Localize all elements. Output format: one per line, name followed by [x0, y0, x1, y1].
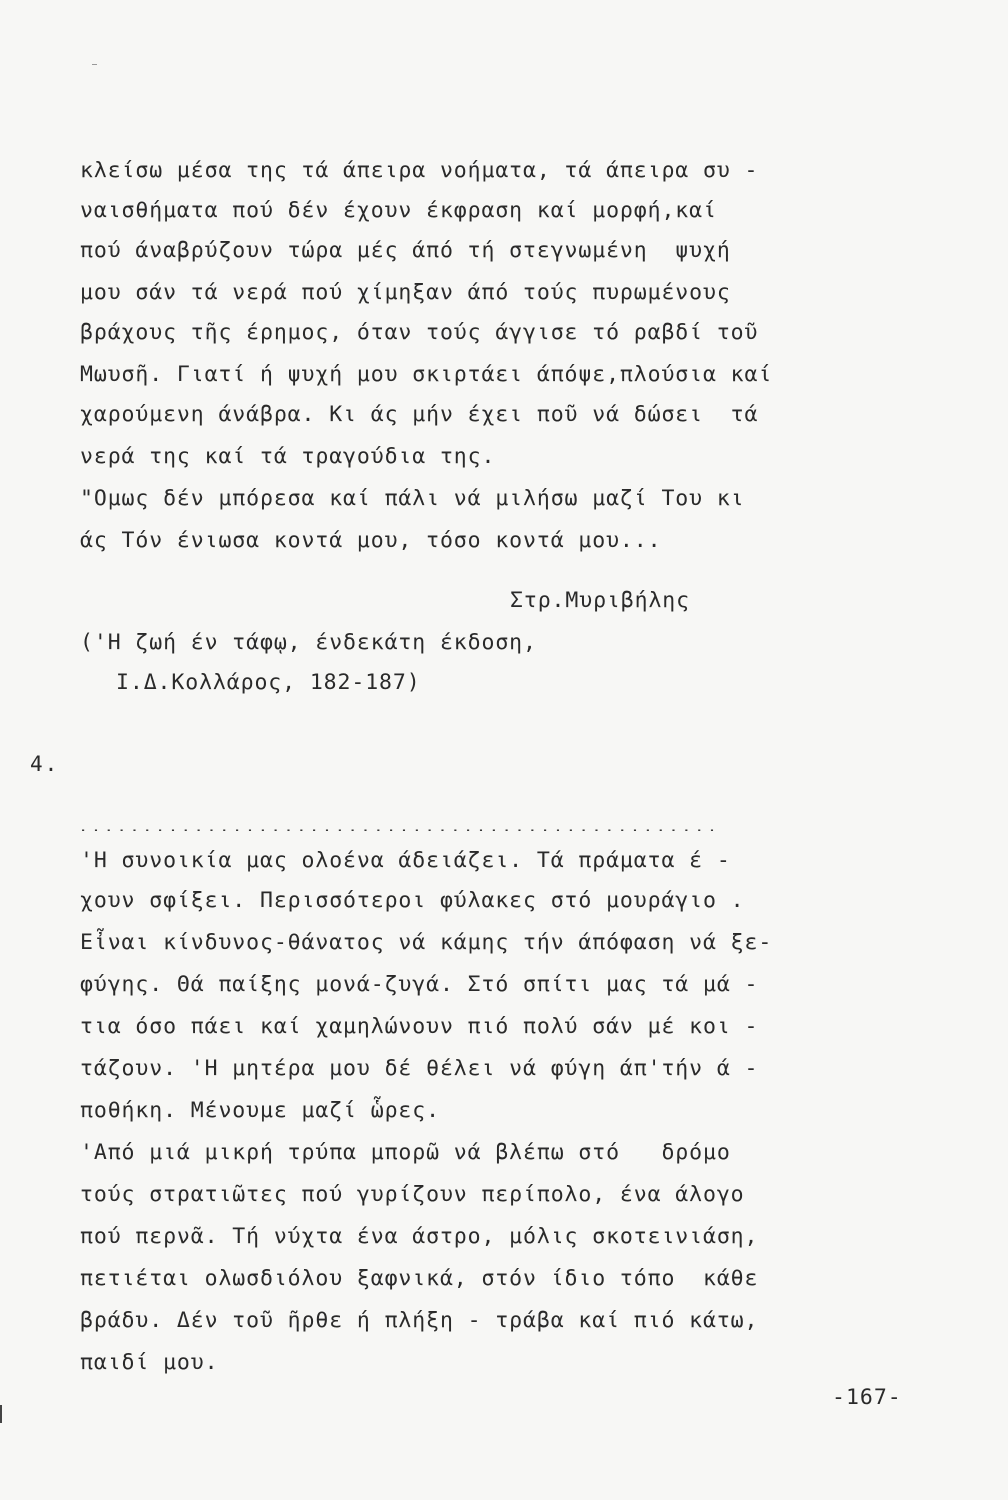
author-signature: Στρ.Μυριβήλης: [510, 588, 690, 613]
scan-speck: [92, 64, 97, 65]
text-line-4: μου σάν τά νερά πού χίμηξαν άπό τούς πυρωμένους: [80, 280, 731, 305]
binding-edge-mark: [0, 1405, 2, 1423]
section-number: 4.: [30, 752, 60, 776]
text-line-25: βράδυ. Δέν τοῦ ῆρθε ή πλήξη - τράβα καί πιό κάτω,: [80, 1308, 759, 1333]
text-line-14: 'Η συνοικία μας ολοένα άδειάζει. Τά πράματα έ -: [80, 848, 731, 873]
text-line-20: ποθήκη. Μένουμε μαζί ὧρες.: [80, 1098, 440, 1123]
text-line-1: κλείσω μέσα της τά άπειρα νοήματα, τά άπειρα συ -: [80, 158, 759, 183]
text-line-21: 'Από μιά μικρή τρύπα μπορῶ νά βλέπω στό δρόμο: [80, 1140, 731, 1165]
text-line-7: χαρούμενη άνάβρα. Κι άς μήν έχει ποῦ νά δώσει τά: [80, 402, 759, 427]
text-line-17: φύγης. Θά παίξης μονά-ζυγά. Στό σπίτι μας τά μά -: [80, 972, 759, 997]
text-line-6: Μωυσῆ. Γιατί ή ψυχή μου σκιρτάει άπόψε,πλούσια καί: [80, 362, 773, 387]
text-line-10: άς Τόν ένιωσα κοντά μου, τόσο κοντά μου...: [80, 528, 662, 553]
text-line-8: νερά της καί τά τραγούδια της.: [80, 444, 496, 469]
citation-line-1: ('Η ζωή έν τάφῳ, ένδεκάτη έκδοση,: [80, 630, 537, 655]
page-number: -167-: [832, 1385, 902, 1410]
citation-line-2: Ι.Δ.Κολλάρος, 182-187): [116, 670, 421, 695]
text-line-18: τια όσο πάει καί χαμηλώνουν πιό πολύ σάν μέ κοι -: [80, 1014, 759, 1039]
text-line-26: παιδί μου.: [80, 1350, 219, 1375]
text-line-15: χουν σφίξει. Περισσότεροι φύλακες στό μουράγιο .: [80, 888, 745, 913]
text-line-22: τούς στρατιῶτες πού γυρίζουν περίπολο, ένα άλογο: [80, 1182, 745, 1207]
text-line-3: πού άναβρύζουν τώρα μές άπό τή στεγνωμένη ψυχή: [80, 238, 731, 263]
text-line-2: ναισθήματα πού δέν έχουν έκφραση καί μορφή,καί: [80, 198, 717, 223]
text-line-9: "Ομως δέν μπόρεσα καί πάλι νά μιλήσω μαζί Του κι: [80, 486, 745, 511]
text-line-16: Εἶναι κίνδυνος-θάνατος νά κάμης τήν άπόφαση νά ξε-: [80, 930, 773, 955]
dotted-separator: ..................................................: [78, 817, 720, 831]
text-line-5: βράχους τῆς έρημος, όταν τούς άγγισε τό ραβδί τοῦ: [80, 320, 759, 345]
text-line-24: πετιέται ολωσδιόλου ξαφνικά, στόν ίδιο τόπο κάθε: [80, 1266, 759, 1291]
text-line-23: πού περνᾶ. Τή νύχτα ένα άστρο, μόλις σκοτεινιάση,: [80, 1224, 759, 1249]
text-line-19: τάζουν. 'Η μητέρα μου δέ θέλει νά φύγη άπ'τήν ά -: [80, 1056, 759, 1081]
